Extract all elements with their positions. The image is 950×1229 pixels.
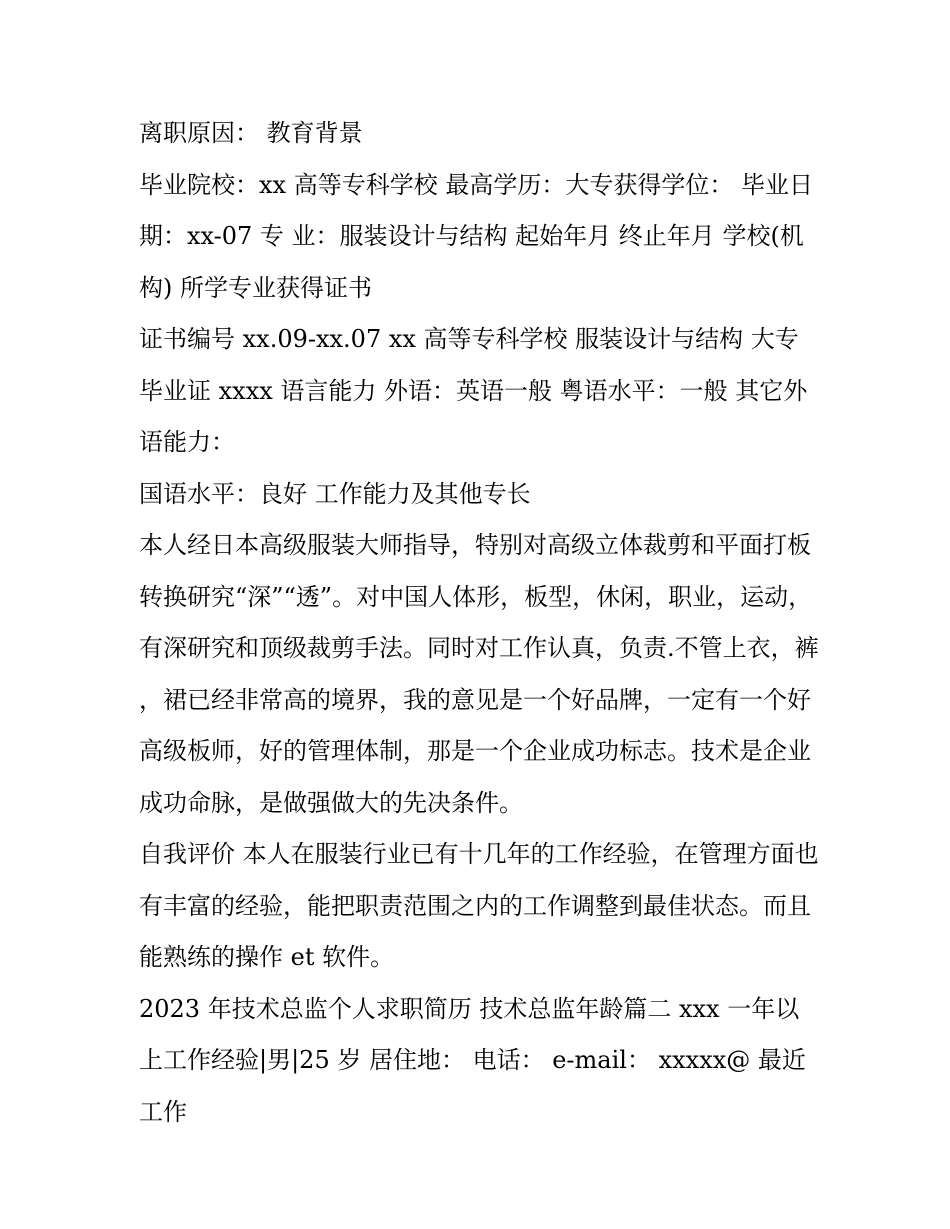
- paragraph-leaving-reason: 离职原因： 教育背景: [139, 119, 363, 147]
- paragraph-graduation-school: 毕业院校：xx 高等专科学校 最高学历：大专获得学位： 毕业日期：xx-07 专 业：服装设计与结构 起始年月 终止年月 学校(机构) 所学专业获得证书: [139, 170, 813, 302]
- paragraph-skills: 本人经日本高级服装大师指导，特别对高级立体裁剪和平面打板转换研究“深”“透”。对中国人体形，板型，休闲，职业，运动，有深研究和顶级裁剪手法。同时对工作认真，负责.不管上衣，裤，裙已经非常高的境界，我的意见是一个好品牌，一定有一个好高级板师，好的管理体制，那是一个企业成功标志。技术是企业成功命脉，是做强做大的先决条件。: [139, 531, 819, 817]
- document-body: [139, 108, 819, 1138]
- paragraph-mandarin-level: 国语水平：良好 工作能力及其他专长: [139, 479, 531, 508]
- paragraph-resume-title: 2023 年技术总监个人求职简历 技术总监年龄篇二 xxx 一年以上工作经验|男|25 岁 居住地： 电话： e-mail： xxxxx@ 最近工作: [139, 994, 806, 1126]
- paragraph-certificate: 证书编号 xx.09-xx.07 xx 高等专科学校 服装设计与结构 大专毕业证 xxxx 语言能力 外语：英语一般 粤语水平：一般 其它外语能力：: [139, 325, 808, 456]
- paragraph-self-evaluation: 自我评价 本人在服装行业已有十几年的工作经验，在管理方面也有丰富的经验，能把职责范围之内的工作调整到最佳状态。而且能熟练的操作 et 软件。: [139, 840, 819, 971]
